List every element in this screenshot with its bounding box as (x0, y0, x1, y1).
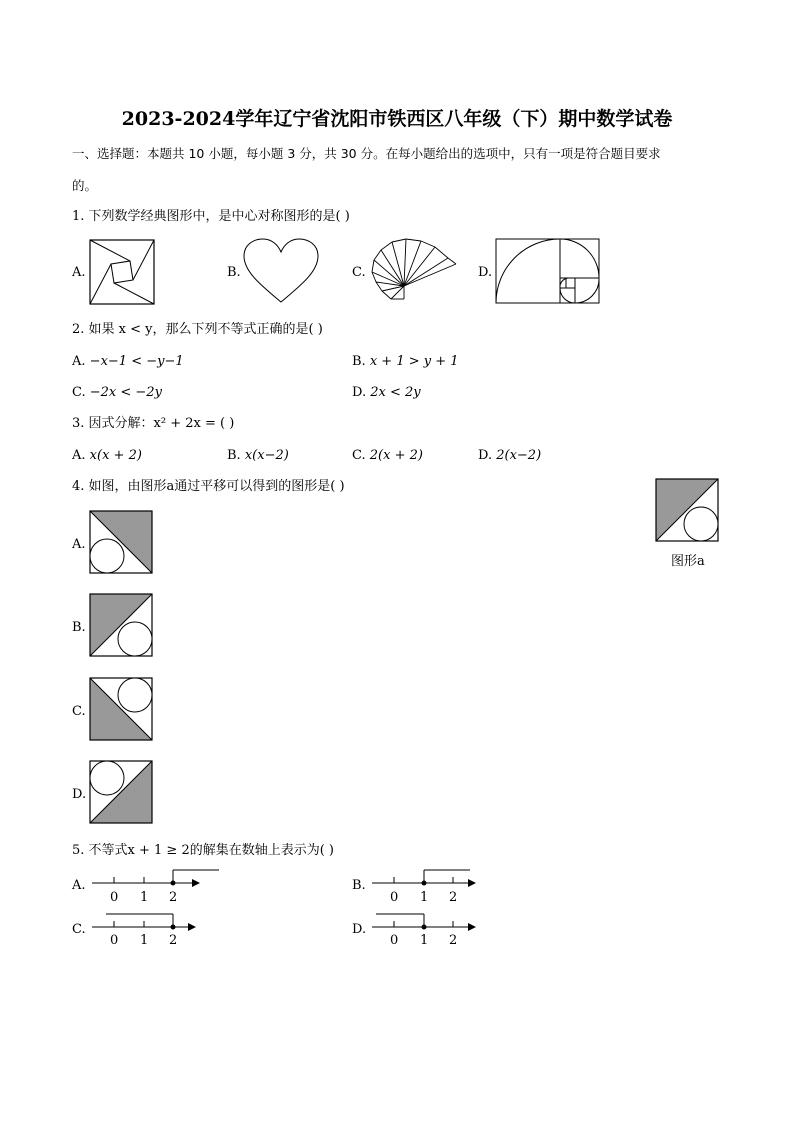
q1-option-a-figure (89, 239, 155, 305)
q5-d-tick-0: 0 (390, 933, 399, 948)
q5-stem: 5. 不等式x + 1 ≥ 2的解集在数轴上表示为( ) (72, 843, 334, 858)
q3-option-d: 2(x−2) (496, 448, 542, 463)
q5-b-tick-0: 0 (390, 890, 399, 905)
q1-option-c-spiral (368, 238, 458, 304)
q4-option-a-figure (89, 510, 153, 574)
q2-label-c: C. (72, 385, 86, 400)
q4-label-a: A. (72, 537, 86, 552)
q4-figure-caption: 图形a (671, 554, 705, 569)
q5-c-tick-0: 0 (110, 933, 119, 948)
q5-label-d: D. (352, 922, 367, 937)
q3-label-b: B. (227, 448, 241, 463)
q5-option-b-numberline (372, 867, 482, 889)
q4-label-b: B. (72, 620, 86, 635)
q5-c-tick-1: 1 (140, 933, 149, 948)
q2-label-a: A. (72, 354, 86, 369)
q3-option-a: x(x + 2) (89, 448, 142, 463)
q5-option-c-numberline (92, 911, 202, 933)
q3-label-d: D. (478, 448, 493, 463)
q1-option-b-heart (242, 238, 320, 304)
q5-b-tick-2: 2 (449, 890, 458, 905)
section-instruction-line2: 的。 (72, 178, 98, 193)
q2-option-c: −2x < −2y (89, 385, 162, 400)
q5-c-tick-2: 2 (169, 933, 178, 948)
q1-label-d: D. (478, 265, 493, 280)
q2-label-b: B. (352, 354, 366, 369)
q1-option-d-golden-spiral (495, 238, 601, 304)
q4-stem: 4. 如图，由图形a通过平移可以得到的图形是( ) (72, 479, 345, 494)
q4-option-b-figure (89, 593, 153, 657)
q5-label-c: C. (72, 922, 86, 937)
q4-option-d-figure (89, 760, 153, 824)
q1-label-a: A. (72, 265, 86, 280)
q3-option-c: 2(x + 2) (369, 448, 423, 463)
q3-option-b: x(x−2) (244, 448, 289, 463)
q4-label-d: D. (72, 787, 87, 802)
q2-stem: 2. 如果 x < y，那么下列不等式正确的是( ) (72, 322, 323, 337)
q1-stem: 1. 下列数学经典图形中，是中心对称图形的是( ) (72, 209, 350, 224)
q5-option-d-numberline (372, 911, 482, 933)
q4-figure-a (655, 478, 719, 542)
q1-label-b: B. (227, 265, 241, 280)
q2-option-a: −x−1 < −y−1 (89, 354, 184, 369)
q4-label-c: C. (72, 704, 86, 719)
q5-a-tick-0: 0 (110, 890, 119, 905)
q2-option-b: x + 1 > y + 1 (369, 354, 459, 369)
q1-label-c: C. (352, 265, 366, 280)
section-instruction-line1: 一、选择题：本题共 10 小题，每小题 3 分，共 30 分。在每小题给出的选项中，只有一项是符合题目要求 (72, 146, 661, 161)
q5-b-tick-1: 1 (420, 890, 429, 905)
q5-option-a-numberline (92, 867, 222, 889)
q5-label-b: B. (352, 878, 366, 893)
q5-a-tick-1: 1 (140, 890, 149, 905)
page-title: 2023-2024学年辽宁省沈阳市铁西区八年级（下）期中数学试卷 (121, 108, 673, 130)
q5-d-tick-1: 1 (420, 933, 429, 948)
q2-label-d: D. (352, 385, 367, 400)
q4-option-c-figure (89, 677, 153, 741)
q5-label-a: A. (72, 878, 86, 893)
q5-d-tick-2: 2 (449, 933, 458, 948)
q3-label-a: A. (72, 448, 86, 463)
q2-option-d: 2x < 2y (370, 385, 421, 400)
q5-a-tick-2: 2 (169, 890, 178, 905)
q3-label-c: C. (352, 448, 366, 463)
q3-stem: 3. 因式分解：x² + 2x = ( ) (72, 416, 235, 431)
